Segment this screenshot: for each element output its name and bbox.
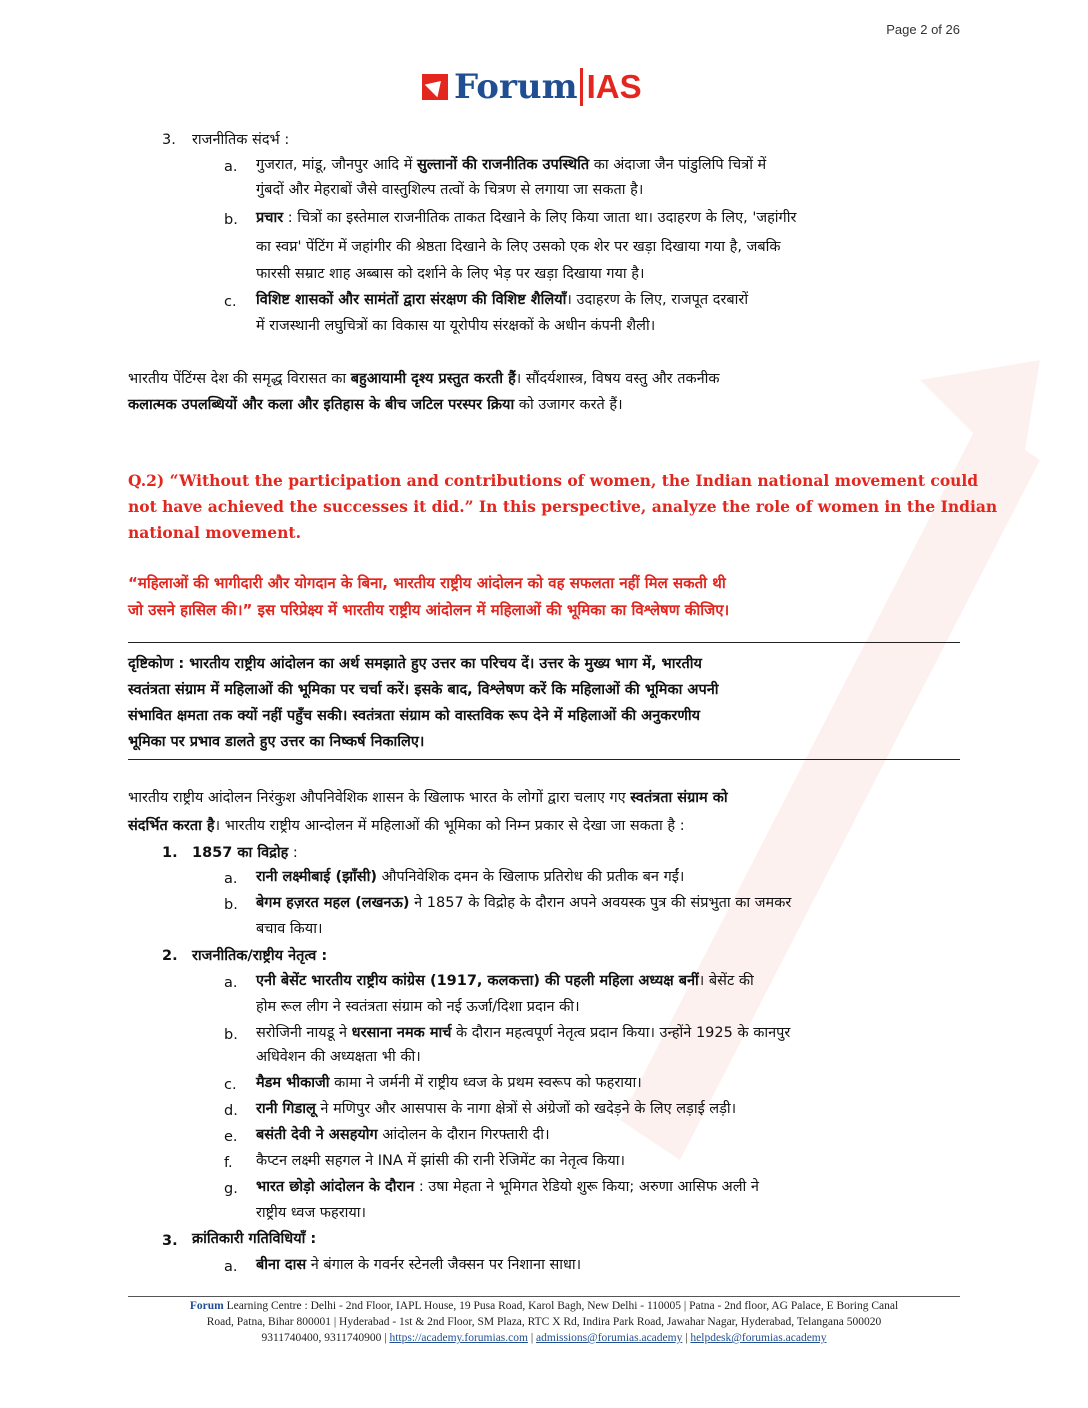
item-text: बसंती देवी ने असहयोग आंदोलन के दौरान गिरफ्तारी दी। xyxy=(256,1127,550,1143)
website-link[interactable]: https://academy.forumias.com xyxy=(389,1332,528,1344)
approach-bottom-rule xyxy=(128,759,960,760)
section-heading: राजनीतिक/राष्ट्रीय नेतृत्व : xyxy=(192,948,328,964)
footer-contacts: 9311740400, 9311740900 | https://academy.forumias.com | admissions@forumias.academy | helpdesk@forumias.academy xyxy=(261,1332,827,1344)
section-heading: 1857 का विद्रोह : xyxy=(192,845,298,861)
item-text: का स्वप्न' पेंटिंग में जहांगीर की श्रेष्ठता दिखाने के लिए उसको एक शेर पर खड़ा दिखाया गया है, जबकि xyxy=(256,239,781,255)
watermark-logo xyxy=(540,300,1060,1200)
item-text: प्रचार : चित्रों का इस्तेमाल राजनीतिक ताकत दिखाने के लिए किया जाता था। उदाहरण के लिए, 'जहांगीर xyxy=(256,210,797,226)
item-text: गुजरात, मांडू, जौनपुर आदि में सुल्तानों की राजनीतिक उपस्थिति का अंदाजा जैन पांडुलिपि चित्रों में xyxy=(256,157,767,173)
question-english: national movement. xyxy=(128,523,301,542)
item-label: d. xyxy=(224,1103,238,1119)
intro-line: संदर्भित करता है। भारतीय राष्ट्रीय आन्दोलन में महिलाओं की भूमिका को निम्न प्रकार से देखा जा सकता है : xyxy=(128,818,685,834)
approach-text: भूमिका पर प्रभाव डालते हुए उत्तर का निष्कर्ष निकालिए। xyxy=(128,734,425,750)
item-text: रानी लक्ष्मीबाई (झाँसी) औपनिवेशिक दमन के खिलाफ प्रतिरोध की प्रतीक बन गईं। xyxy=(256,869,685,885)
helpdesk-email-link[interactable]: helpdesk@forumias.academy xyxy=(690,1332,827,1344)
footer-phones: 9311740400, 9311740900 xyxy=(261,1332,382,1344)
item-label: f. xyxy=(224,1155,233,1171)
item-text: अधिवेशन की अध्यक्षता भी की। xyxy=(256,1049,421,1065)
item-label: b. xyxy=(224,1027,238,1043)
logo-forum-text: Forum xyxy=(454,67,578,107)
forumias-logo xyxy=(422,66,642,108)
question-english: not have achieved the successes it did.” In this perspective, analyze the role of women in the Indian xyxy=(128,497,998,516)
item-label: c. xyxy=(224,294,237,310)
question-english: Q.2) “Without the participation and contributions of women, the Indian national movement could xyxy=(128,471,979,490)
item-label: b. xyxy=(224,897,238,913)
approach-top-rule xyxy=(128,642,960,643)
logo-ias-text: IAS xyxy=(580,68,642,106)
section-heading: राजनीतिक संदर्भ : xyxy=(192,132,290,148)
item-text: बचाव किया। xyxy=(256,921,323,937)
item-text: राष्ट्रीय ध्वज फहराया। xyxy=(256,1205,367,1221)
item-label: a. xyxy=(224,159,238,175)
section-number: 3. xyxy=(162,132,176,148)
approach-text: संभावित क्षमता तक क्यों नहीं पहुँच सकी। स्वतंत्रता संग्राम को वास्तविक रूप देने में महिलाओं की अनुकरणीय xyxy=(128,708,700,724)
footer-rule xyxy=(128,1296,960,1297)
admissions-email-link[interactable]: admissions@forumias.academy xyxy=(536,1332,683,1344)
item-text: होम रूल लीग ने स्वतंत्रता संग्राम को नई ऊर्जा/दिशा प्रदान की। xyxy=(256,999,580,1015)
item-text: में राजस्थानी लघुचित्रों का विकास या यूरोपीय संरक्षकों के अधीन कंपनी शैली। xyxy=(256,318,656,334)
item-text: रानी गिडालू ने मणिपुर और आसपास के नागा क्षेत्रों से अंग्रेजों को खदेड़ने के लिए लड़ाई लड़ी। xyxy=(256,1101,737,1117)
item-text: सरोजिनी नायडू ने धरसाना नमक मार्च के दौरान महत्वपूर्ण नेतृत्व प्रदान किया। उन्होंने 1925 के कानपुर xyxy=(256,1025,791,1041)
logo-arrow-icon xyxy=(422,74,448,100)
footer-address: Forum Learning Centre : Delhi - 2nd Floor, IAPL House, 19 Pusa Road, Karol Bagh, New Delhi - 110005 | Patna - 2nd floor, AG Palace, E Boring Canal xyxy=(189,1300,899,1312)
item-text: मैडम भीकाजी कामा ने जर्मनी में राष्ट्रीय ध्वज के प्रथम स्वरूप को फहराया। xyxy=(256,1075,642,1091)
intro-line: भारतीय राष्ट्रीय आंदोलन निरंकुश औपनिवेशिक शासन के खिलाफ भारत के लोगों द्वारा चलाए गए स्वतंत्रता संग्राम को xyxy=(128,790,728,806)
item-label: a. xyxy=(224,1259,238,1275)
item-text: बीना दास ने बंगाल के गवर्नर स्टेनली जैक्सन पर निशाना साधा। xyxy=(256,1257,582,1273)
section-number: 1. xyxy=(162,845,178,861)
item-text: बेगम हज़रत महल (लखनऊ) ने 1857 के विद्रोह के दौरान अपने अवयस्क पुत्र की संप्रभुता का जमकर xyxy=(256,895,792,911)
footer-address: Road, Patna, Bihar 800001 | Hyderabad - 1st & 2nd Floor, SM Plaza, RTC X Rd, Indira Park Road, Jawahar Nagar, Hyderabad, Telangana 500020 xyxy=(206,1316,882,1328)
paragraph-line: भारतीय पेंटिंग्स देश की समृद्ध विरासत का बहुआयामी दृश्य प्रस्तुत करती हैं। सौंदर्यशास्त्र, विषय वस्तु और तकनीक xyxy=(128,371,720,387)
section-number: 3. xyxy=(162,1233,178,1249)
item-text: एनी बेसेंट भारतीय राष्ट्रीय कांग्रेस (1917, कलकत्ता) की पहली महिला अध्यक्ष बनीं। बेसेंट की xyxy=(256,973,754,989)
item-label: a. xyxy=(224,975,238,991)
paragraph-line: कलात्मक उपलब्धियों और कला और इतिहास के बीच जटिल परस्पर क्रिया को उजागर करते हैं। xyxy=(128,397,623,413)
item-label: c. xyxy=(224,1077,237,1093)
item-text: भारत छोड़ो आंदोलन के दौरान : उषा मेहता ने भूमिगत रेडियो शुरू किया; अरुणा आसिफ अली ने xyxy=(256,1179,759,1195)
item-text: गुंबदों और मेहराबों जैसे वास्तुशिल्प तत्वों के चित्रण से लगाया जा सकता है। xyxy=(256,182,644,198)
item-text: विशिष्ट शासकों और सामंतों द्वारा संरक्षण की विशिष्ट शैलियाँ। उदाहरण के लिए, राजपूत दरबारों xyxy=(256,292,749,308)
question-hindi: “महिलाओं की भागीदारी और योगदान के बिना, भारतीय राष्ट्रीय आंदोलन को वह सफलता नहीं मिल सकती थी xyxy=(128,574,726,592)
section-heading: क्रांतिकारी गतिविधियाँ : xyxy=(192,1231,317,1247)
item-text: कैप्टन लक्ष्मी सहगल ने INA में झांसी की रानी रेजिमेंट का नेतृत्व किया। xyxy=(256,1153,626,1169)
page-number: Page 2 of 26 xyxy=(886,22,960,37)
approach-text: स्वतंत्रता संग्राम में महिलाओं की भूमिका पर चर्चा करें। इसके बाद, विश्लेषण करें कि महिलाओं की भूमिका अपनी xyxy=(128,682,719,698)
question-hindi: जो उसने हासिल की।” इस परिप्रेक्ष्य में भारतीय राष्ट्रीय आंदोलन में महिलाओं की भूमिका का विश्लेषण कीजिए। xyxy=(128,601,730,619)
item-text: फारसी सम्राट शाह अब्बास को दर्शाने के लिए भेड़ पर खड़ा दिखाया गया है। xyxy=(256,266,645,282)
item-label: e. xyxy=(224,1129,238,1145)
approach-text: दृष्टिकोण : भारतीय राष्ट्रीय आंदोलन का अर्थ समझाते हुए उत्तर का परिचय दें। उत्तर के मुख्य भाग में, भारतीय xyxy=(128,656,702,672)
item-label: a. xyxy=(224,871,238,887)
section-number: 2. xyxy=(162,948,178,964)
item-label: g. xyxy=(224,1181,238,1197)
item-label: b. xyxy=(224,212,238,228)
